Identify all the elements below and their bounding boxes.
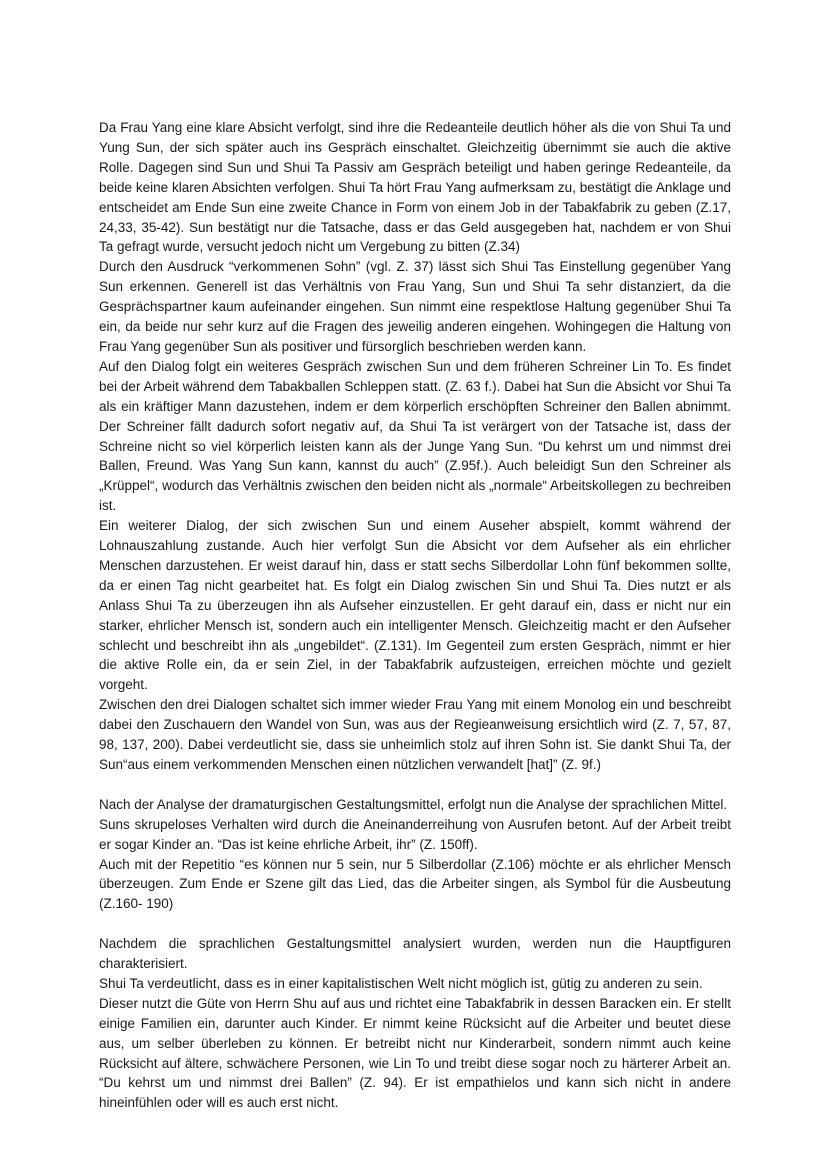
- paragraph-lin-to-dialog: Auf den Dialog folgt ein weiteres Gespräch zwischen Sun und dem früheren Schreiner Lin To. Es findet bei der Arbeit während dem Tabakballen Schleppen statt. (Z. 63 f.). Dabei hat Sun die Absicht vor Shui Ta als ein kräftiger Mann dazustehen, indem er dem körperlich erschöpften Schreiner den Ballen abnimmt. Der Schreiner fällt dadurch sofort negativ auf, da Shui Ta ist verärgert von der Tatsache ist, dass der Schreine nicht so viel körperlich leisten kann als der Junge Yang Sun. “Du kehrst um und nimmst drei Ballen, Freund. Was Yang Sun kann, kannst du auch” (Z.95f.). Auch beleidigt Sun den Schreiner als „Krüppel“, wodurch das Verhältnis zwischen den beiden nicht als „normale“ Arbeitskollegen zu bechreiben ist.: [99, 358, 731, 514]
- paragraph-repetitio: Auch mit der Repetitio “es können nur 5 sein, nur 5 Silberdollar (Z.106) möchte er als ehrlicher Mensch überzeugen. Zum Ende er Szene gilt das Lied, das die Arbeiter singen, als Symbol für die Ausbeutung (Z.160- 190): [99, 856, 731, 912]
- paragraph-verkommener-sohn: Durch den Ausdruck “verkommenen Sohn” (vgl. Z. 37) lässt sich Shui Tas Einstellung gegenüber Yang Sun erkennen. Generell ist das Verhältnis von Frau Yang, Sun und Shui Ta sehr distanziert, da die Gesprächspartner kaum aufeinander eingehen. Sun nimmt eine respektlose Haltung gegenüber Shui Ta ein, da beide nur sehr kurz auf die Fragen des jeweilig anderen eingehen. Wohingegen die Haltung von Frau Yang gegenüber Sun als positiver und fürsorglich beschrieben werden kann.: [99, 259, 731, 354]
- paragraph-spacer: [99, 914, 731, 934]
- paragraph-ausrufe: Suns skrupeloses Verhalten wird durch die Aneinanderreihung von Ausrufen betont. Auf der Arbeit treibt er sogar Kinder an. “Das ist keine ehrliche Arbeit, ihr” (Z. 150ff).: [99, 816, 731, 852]
- paragraph-shui-ta-tabakfabrik: Dieser nutzt die Güte von Herrn Shu auf aus und richtet eine Tabakfabrik in dessen Baracken ein. Er stellt einige Familien ein, darunter auch Kinder. Er nimmt keine Rücksicht auf die Arbeiter und beutet diese aus, um selber überleben zu können. Er betreibt nicht nur Kinderarbeit, sondern nimmt auch keine Rücksicht auf ältere, schwächere Personen, wie Lin To und treibt diese sogar noch zu härterer Arbeit an. “Du kehrst um und nimmst drei Ballen” (Z. 94). Er ist empathielos und kann sich nicht in andere hineinfühlen oder will es auch erst nicht.: [99, 995, 731, 1111]
- paragraph-frau-yang-redeanteile: Da Frau Yang eine klare Absicht verfolgt, sind ihre die Redeanteile deutlich höher als die von Shui Ta und Yung Sun, der sich später auch ins Gespräch einschaltet. Gleichzeitig übernimmt sie auch die aktive Rolle. Dagegen sind Sun und Shui Ta Passiv am Gespräch beteiligt und haben geringe Redeanteile, da beide keine klaren Absichten verfolgen. Shui Ta hört Frau Yang aufmerksam zu, bestätigt die Anklage und entscheidet am Ende Sun eine zweite Chance in Form von einem Job in der Tabakfabrik zu geben (Z.17, 24,33, 35-42). Sun bestätigt nur die Tatsache, dass er das Geld ausgegeben hat, nachdem er von Shui Ta gefragt wurde, versucht jedoch nicht um Vergebung zu bitten (Z.34): [99, 120, 731, 255]
- paragraph-frau-yang-monolog: Zwischen den drei Dialogen schaltet sich immer wieder Frau Yang mit einem Monolog ein und beschreibt dabei den Zuschauern den Wandel von Sun, was aus der Regieanweisung ersichtlich wird (Z. 7, 57, 87, 98, 137, 200). Dabei verdeutlicht sie, dass sie unheimlich stolz auf ihren Sohn ist. Sie dankt Shui Ta, der Sun“aus einem verkommenden Menschen einen nützlichen verwandelt [hat]” (Z. 9f.): [99, 697, 731, 772]
- paragraph-hauptfiguren-intro: Nachdem die sprachlichen Gestaltungsmittel analysiert wurden, werden nun die Hauptfiguren charakterisiert.: [99, 936, 731, 972]
- paragraph-aufseher-dialog: Ein weiterer Dialog, der sich zwischen Sun und einem Auseher abspielt, kommt während der Lohnauszahlung zustande. Auch hier verfolgt Sun die Absicht vor dem Aufseher als ein ehrlicher Menschen darzustehen. Er weist darauf hin, dass er statt sechs Silberdollar Lohn fünf bekommen sollte, da er einen Tag nicht gearbeitet hat. Es folgt ein Dialog zwischen Sin und Shui Ta. Dies nutzt er als Anlass Shui Ta zu überzeugen ihn als Aufseher einzustellen. Er geht darauf ein, dass er nicht nur ein starker, ehrlicher Mensch ist, sondern auch ein intelligenter Mensch. Gleichzeitig macht er den Aufseher schlecht und beschreibt ihn als „ungebildet“. (Z.131). Im Gegenteil zum ersten Gespräch, nimmt er hier die aktive Rolle ein, da er sein Ziel, in der Tabakfabrik aufzusteigen, erreichen möchte und gezielt vorgeht.: [99, 518, 731, 693]
- paragraph-spacer: [99, 775, 731, 795]
- paragraph-sprachliche-mittel-intro: Nach der Analyse der dramaturgischen Gestaltungsmittel, erfolgt nun die Analyse der sprachlichen Mittel.: [99, 796, 728, 812]
- paragraph-shui-ta-kapitalismus: Shui Ta verdeutlicht, dass es in einer kapitalistischen Welt nicht möglich ist, gütig zu anderen zu sein.: [99, 975, 703, 991]
